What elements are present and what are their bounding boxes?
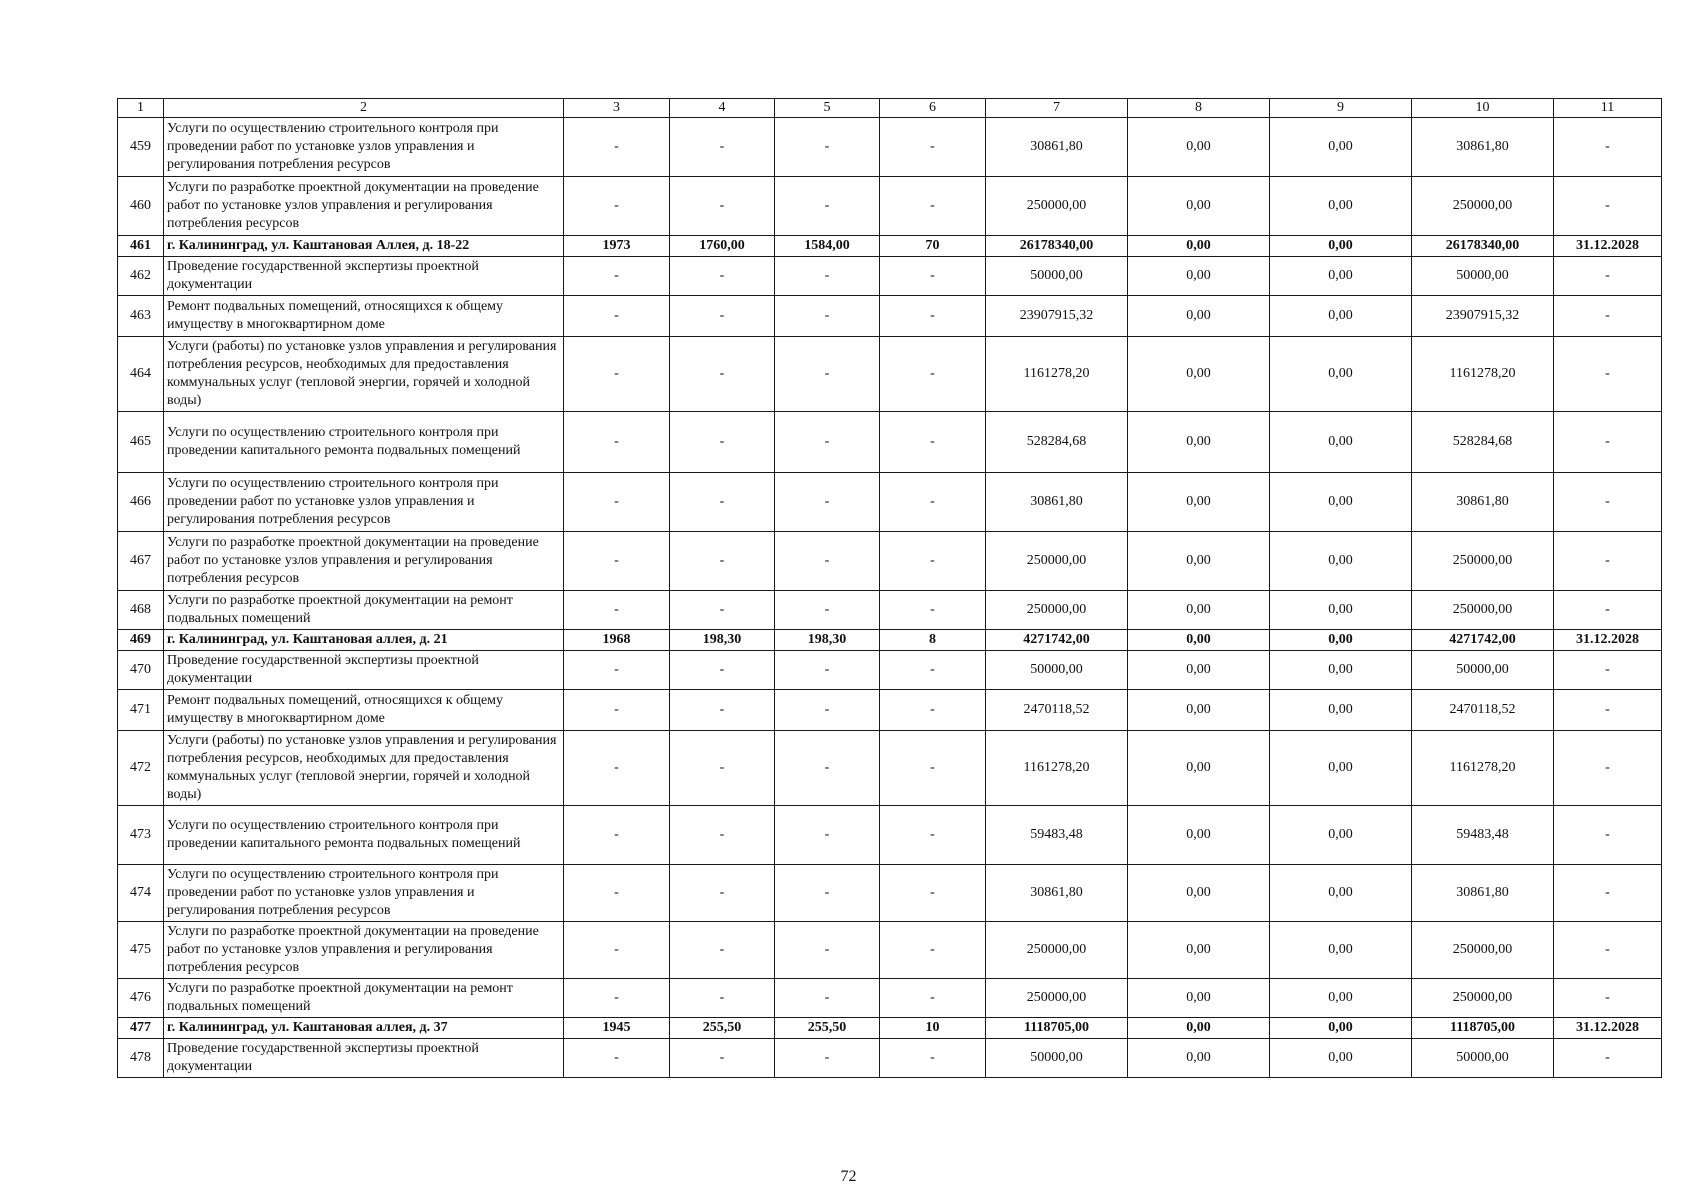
col-4-value: - [670, 979, 775, 1018]
col-9-value: 0,00 [1270, 1039, 1412, 1078]
col-4-value: - [670, 257, 775, 296]
row-number: 459 [118, 118, 164, 177]
col-10-value: 2470118,52 [1412, 690, 1554, 731]
col-6-value: - [880, 177, 986, 236]
col-3-value: - [564, 731, 670, 806]
table-row [118, 651, 1662, 690]
work-description: Услуги по разработке проектной документации на ремонт подвальных помещений [164, 591, 564, 630]
col-5-value: 255,50 [775, 1018, 880, 1039]
col-6-value: - [880, 731, 986, 806]
col-10-value: 250000,00 [1412, 979, 1554, 1018]
col-7-value: 250000,00 [986, 591, 1128, 630]
col-6-value: - [880, 1039, 986, 1078]
row-number: 466 [118, 473, 164, 532]
col-3-value: - [564, 806, 670, 865]
work-description: Ремонт подвальных помещений, относящихся к общему имуществу в многоквартирном доме [164, 690, 564, 731]
col-7-value: 2470118,52 [986, 690, 1128, 731]
col-4-value: 255,50 [670, 1018, 775, 1039]
col-4-value: - [670, 922, 775, 979]
column-number-5: 5 [775, 99, 880, 118]
col-3-value: - [564, 412, 670, 473]
col-4-value: 198,30 [670, 630, 775, 651]
work-description: Проведение государственной экспертизы проектной документации [164, 1039, 564, 1078]
column-number-10: 10 [1412, 99, 1554, 118]
col-4-value: - [670, 118, 775, 177]
col-8-value: 0,00 [1128, 630, 1270, 651]
col-11-value: - [1554, 177, 1662, 236]
col-9-value: 0,00 [1270, 296, 1412, 337]
col-3-value: - [564, 690, 670, 731]
col-11-value: - [1554, 532, 1662, 591]
col-8-value: 0,00 [1128, 177, 1270, 236]
col-5-value: - [775, 979, 880, 1018]
col-10-value: 23907915,32 [1412, 296, 1554, 337]
row-number: 475 [118, 922, 164, 979]
col-11-value: - [1554, 690, 1662, 731]
col-6-value: - [880, 296, 986, 337]
col-11-value: - [1554, 806, 1662, 865]
table-row [118, 690, 1662, 731]
col-8-value: 0,00 [1128, 118, 1270, 177]
col-9-value: 0,00 [1270, 118, 1412, 177]
col-8-value: 0,00 [1128, 1018, 1270, 1039]
table-row [118, 296, 1662, 337]
row-number: 478 [118, 1039, 164, 1078]
col-11-value: - [1554, 473, 1662, 532]
col-8-value: 0,00 [1128, 651, 1270, 690]
col-11-value: 31.12.2028 [1554, 236, 1662, 257]
row-number: 472 [118, 731, 164, 806]
col-6-value: - [880, 690, 986, 731]
row-number: 465 [118, 412, 164, 473]
col-10-value: 528284,68 [1412, 412, 1554, 473]
row-number: 467 [118, 532, 164, 591]
row-number: 477 [118, 1018, 164, 1039]
table-row [118, 118, 1662, 177]
row-number: 470 [118, 651, 164, 690]
column-number-6: 6 [880, 99, 986, 118]
col-7-value: 26178340,00 [986, 236, 1128, 257]
work-description: Услуги по осуществлению строительного контроля при проведении работ по установке узлов управления и регулирования потребления ресурсов [164, 473, 564, 532]
col-7-value: 1161278,20 [986, 337, 1128, 412]
col-5-value: - [775, 651, 880, 690]
col-10-value: 250000,00 [1412, 591, 1554, 630]
col-4-value: 1760,00 [670, 236, 775, 257]
col-6-value: 10 [880, 1018, 986, 1039]
col-10-value: 26178340,00 [1412, 236, 1554, 257]
col-9-value: 0,00 [1270, 630, 1412, 651]
work-description: Услуги по осуществлению строительного контроля при проведении работ по установке узлов управления и регулирования потребления ресурсов [164, 865, 564, 922]
col-11-value: - [1554, 1039, 1662, 1078]
col-7-value: 59483,48 [986, 806, 1128, 865]
col-6-value: - [880, 473, 986, 532]
col-6-value: - [880, 979, 986, 1018]
col-7-value: 250000,00 [986, 177, 1128, 236]
row-number: 460 [118, 177, 164, 236]
col-8-value: 0,00 [1128, 922, 1270, 979]
col-8-value: 0,00 [1128, 532, 1270, 591]
col-7-value: 250000,00 [986, 979, 1128, 1018]
row-number: 461 [118, 236, 164, 257]
col-7-value: 528284,68 [986, 412, 1128, 473]
col-5-value: - [775, 1039, 880, 1078]
col-5-value: 198,30 [775, 630, 880, 651]
col-7-value: 1118705,00 [986, 1018, 1128, 1039]
work-description: г. Калининград, ул. Каштановая Аллея, д. 18-22 [164, 236, 564, 257]
col-7-value: 23907915,32 [986, 296, 1128, 337]
table-row [118, 1039, 1662, 1078]
col-8-value: 0,00 [1128, 296, 1270, 337]
col-3-value: 1968 [564, 630, 670, 651]
data-table [117, 98, 1662, 1078]
col-4-value: - [670, 865, 775, 922]
col-5-value: - [775, 532, 880, 591]
col-3-value: - [564, 865, 670, 922]
col-3-value: - [564, 118, 670, 177]
col-5-value: - [775, 865, 880, 922]
col-4-value: - [670, 731, 775, 806]
col-7-value: 250000,00 [986, 922, 1128, 979]
table-row [118, 532, 1662, 591]
column-number-header-row [118, 99, 1662, 118]
col-3-value: - [564, 922, 670, 979]
work-description: Услуги по разработке проектной документации на проведение работ по установке узлов управления и регулирования потребления ресурсов [164, 177, 564, 236]
col-3-value: - [564, 296, 670, 337]
work-description: Проведение государственной экспертизы проектной документации [164, 651, 564, 690]
table-row [118, 979, 1662, 1018]
col-7-value: 30861,80 [986, 118, 1128, 177]
col-3-value: 1945 [564, 1018, 670, 1039]
col-3-value: - [564, 177, 670, 236]
col-11-value: 31.12.2028 [1554, 1018, 1662, 1039]
page-number: 72 [840, 1168, 857, 1185]
col-3-value: - [564, 257, 670, 296]
table-row [118, 731, 1662, 806]
row-number: 473 [118, 806, 164, 865]
col-4-value: - [670, 591, 775, 630]
work-description: Ремонт подвальных помещений, относящихся к общему имуществу в многоквартирном доме [164, 296, 564, 337]
col-10-value: 50000,00 [1412, 651, 1554, 690]
col-10-value: 1161278,20 [1412, 731, 1554, 806]
row-number: 476 [118, 979, 164, 1018]
col-4-value: - [670, 651, 775, 690]
col-9-value: 0,00 [1270, 532, 1412, 591]
col-8-value: 0,00 [1128, 979, 1270, 1018]
col-11-value: 31.12.2028 [1554, 630, 1662, 651]
col-7-value: 30861,80 [986, 473, 1128, 532]
table-row [118, 236, 1662, 257]
table-row [118, 257, 1662, 296]
col-3-value: - [564, 337, 670, 412]
col-8-value: 0,00 [1128, 473, 1270, 532]
row-number: 474 [118, 865, 164, 922]
table-row [118, 337, 1662, 412]
col-5-value: - [775, 473, 880, 532]
row-number: 469 [118, 630, 164, 651]
col-10-value: 30861,80 [1412, 865, 1554, 922]
col-5-value: 1584,00 [775, 236, 880, 257]
table-row [118, 630, 1662, 651]
col-9-value: 0,00 [1270, 236, 1412, 257]
table-row [118, 806, 1662, 865]
column-number-7: 7 [986, 99, 1128, 118]
col-11-value: - [1554, 865, 1662, 922]
col-6-value: - [880, 412, 986, 473]
col-6-value: - [880, 532, 986, 591]
col-10-value: 50000,00 [1412, 257, 1554, 296]
col-8-value: 0,00 [1128, 257, 1270, 296]
col-9-value: 0,00 [1270, 177, 1412, 236]
col-9-value: 0,00 [1270, 731, 1412, 806]
col-11-value: - [1554, 731, 1662, 806]
col-5-value: - [775, 731, 880, 806]
col-5-value: - [775, 922, 880, 979]
col-4-value: - [670, 1039, 775, 1078]
col-6-value: 8 [880, 630, 986, 651]
col-7-value: 30861,80 [986, 865, 1128, 922]
col-8-value: 0,00 [1128, 337, 1270, 412]
column-number-1: 1 [118, 99, 164, 118]
col-9-value: 0,00 [1270, 865, 1412, 922]
table-row [118, 1018, 1662, 1039]
col-5-value: - [775, 118, 880, 177]
col-4-value: - [670, 296, 775, 337]
col-5-value: - [775, 591, 880, 630]
col-11-value: - [1554, 118, 1662, 177]
row-number: 471 [118, 690, 164, 731]
col-5-value: - [775, 296, 880, 337]
col-10-value: 1118705,00 [1412, 1018, 1554, 1039]
col-10-value: 250000,00 [1412, 922, 1554, 979]
col-9-value: 0,00 [1270, 337, 1412, 412]
col-8-value: 0,00 [1128, 236, 1270, 257]
col-6-value: - [880, 865, 986, 922]
work-description: Услуги по разработке проектной документации на проведение работ по установке узлов управления и регулирования потребления ресурсов [164, 922, 564, 979]
col-8-value: 0,00 [1128, 690, 1270, 731]
column-number-4: 4 [670, 99, 775, 118]
work-description: Услуги (работы) по установке узлов управления и регулирования потребления ресурсов, необходимых для предоставления коммунальных услуг (тепловой энергии, горячей и холодной воды) [164, 337, 564, 412]
col-9-value: 0,00 [1270, 1018, 1412, 1039]
work-description: Услуги по осуществлению строительного контроля при проведении работ по установке узлов управления и регулирования потребления ресурсов [164, 118, 564, 177]
col-3-value: - [564, 473, 670, 532]
col-3-value: - [564, 979, 670, 1018]
column-number-2: 2 [164, 99, 564, 118]
col-9-value: 0,00 [1270, 257, 1412, 296]
col-8-value: 0,00 [1128, 412, 1270, 473]
col-9-value: 0,00 [1270, 473, 1412, 532]
col-8-value: 0,00 [1128, 591, 1270, 630]
col-5-value: - [775, 806, 880, 865]
col-6-value: - [880, 651, 986, 690]
col-7-value: 50000,00 [986, 257, 1128, 296]
col-4-value: - [670, 412, 775, 473]
col-11-value: - [1554, 922, 1662, 979]
row-number: 468 [118, 591, 164, 630]
col-6-value: - [880, 806, 986, 865]
col-10-value: 250000,00 [1412, 532, 1554, 591]
col-4-value: - [670, 806, 775, 865]
table-row [118, 177, 1662, 236]
col-11-value: - [1554, 337, 1662, 412]
col-4-value: - [670, 532, 775, 591]
col-11-value: - [1554, 591, 1662, 630]
work-description: г. Калининград, ул. Каштановая аллея, д. 21 [164, 630, 564, 651]
col-11-value: - [1554, 979, 1662, 1018]
col-10-value: 250000,00 [1412, 177, 1554, 236]
col-6-value: - [880, 337, 986, 412]
col-4-value: - [670, 337, 775, 412]
col-6-value: - [880, 591, 986, 630]
table-row [118, 922, 1662, 979]
col-10-value: 50000,00 [1412, 1039, 1554, 1078]
work-description: Услуги по разработке проектной документации на проведение работ по установке узлов управления и регулирования потребления ресурсов [164, 532, 564, 591]
col-7-value: 4271742,00 [986, 630, 1128, 651]
col-4-value: - [670, 473, 775, 532]
col-4-value: - [670, 177, 775, 236]
col-11-value: - [1554, 296, 1662, 337]
table-body [118, 99, 1662, 1078]
column-number-9: 9 [1270, 99, 1412, 118]
col-8-value: 0,00 [1128, 731, 1270, 806]
col-9-value: 0,00 [1270, 922, 1412, 979]
table-row [118, 412, 1662, 473]
row-number: 463 [118, 296, 164, 337]
col-10-value: 30861,80 [1412, 118, 1554, 177]
col-5-value: - [775, 412, 880, 473]
col-6-value: - [880, 922, 986, 979]
column-number-11: 11 [1554, 99, 1662, 118]
col-9-value: 0,00 [1270, 690, 1412, 731]
table-row [118, 473, 1662, 532]
row-number: 462 [118, 257, 164, 296]
col-4-value: - [670, 690, 775, 731]
col-9-value: 0,00 [1270, 979, 1412, 1018]
col-8-value: 0,00 [1128, 1039, 1270, 1078]
work-description: Услуги по осуществлению строительного контроля при проведении капитального ремонта подвальных помещений [164, 806, 564, 865]
work-description: Услуги (работы) по установке узлов управления и регулирования потребления ресурсов, необходимых для предоставления коммунальных услуг (тепловой энергии, горячей и холодной воды) [164, 731, 564, 806]
work-description: г. Калининград, ул. Каштановая аллея, д. 37 [164, 1018, 564, 1039]
column-number-8: 8 [1128, 99, 1270, 118]
col-10-value: 4271742,00 [1412, 630, 1554, 651]
col-10-value: 59483,48 [1412, 806, 1554, 865]
col-9-value: 0,00 [1270, 806, 1412, 865]
col-5-value: - [775, 337, 880, 412]
work-description: Проведение государственной экспертизы проектной документации [164, 257, 564, 296]
col-11-value: - [1554, 651, 1662, 690]
col-7-value: 1161278,20 [986, 731, 1128, 806]
col-5-value: - [775, 177, 880, 236]
col-3-value: 1973 [564, 236, 670, 257]
col-6-value: - [880, 257, 986, 296]
col-6-value: - [880, 118, 986, 177]
col-10-value: 30861,80 [1412, 473, 1554, 532]
col-9-value: 0,00 [1270, 591, 1412, 630]
col-3-value: - [564, 532, 670, 591]
col-9-value: 0,00 [1270, 412, 1412, 473]
col-3-value: - [564, 1039, 670, 1078]
col-5-value: - [775, 257, 880, 296]
col-6-value: 70 [880, 236, 986, 257]
col-11-value: - [1554, 412, 1662, 473]
col-7-value: 50000,00 [986, 651, 1128, 690]
col-7-value: 50000,00 [986, 1039, 1128, 1078]
work-description: Услуги по осуществлению строительного контроля при проведении капитального ремонта подвальных помещений [164, 412, 564, 473]
col-3-value: - [564, 651, 670, 690]
col-10-value: 1161278,20 [1412, 337, 1554, 412]
col-8-value: 0,00 [1128, 806, 1270, 865]
column-number-3: 3 [564, 99, 670, 118]
col-5-value: - [775, 690, 880, 731]
col-8-value: 0,00 [1128, 865, 1270, 922]
col-3-value: - [564, 591, 670, 630]
table-row [118, 865, 1662, 922]
col-9-value: 0,00 [1270, 651, 1412, 690]
row-number: 464 [118, 337, 164, 412]
col-11-value: - [1554, 257, 1662, 296]
work-description: Услуги по разработке проектной документации на ремонт подвальных помещений [164, 979, 564, 1018]
table-row [118, 591, 1662, 630]
col-7-value: 250000,00 [986, 532, 1128, 591]
